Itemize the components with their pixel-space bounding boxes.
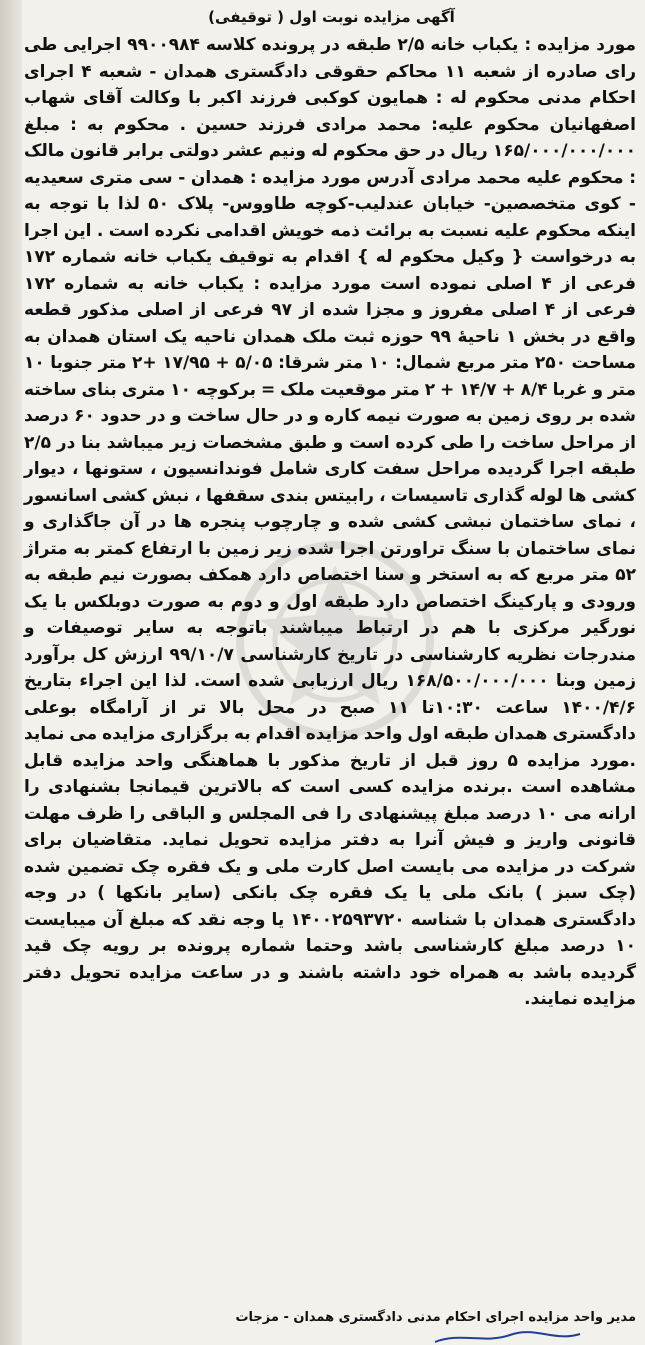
auction-notice (24, 0, 639, 1345)
handwritten-mark (430, 1330, 630, 1345)
scan-shadow (0, 0, 22, 1345)
notice-body: مورد مزایده : یکباب خانه ۲/۵ طبقه در پرونده کلاسه ۹۹۰۰۹۸۴ اجرایی طی رای صادره از شعبه ۱۱ محاکم حقوقی دادگستری همدان - شعبه ۴ اجرای احکام مدنی محکوم له : همایون کوکبی فرزند اکبر با وکالت آقای شهاب اصفهانیان محکوم علیه: محمد مرادی فرزند حسین . محکوم به : مبلغ ۱۶۵/۰۰۰/۰۰۰/۰۰۰ ریال در حق محکوم له ونیم عشر دولتی برابر قانون مالک : محکوم علیه محمد مرادی آدرس مورد مزایده : همدان - سی متری سعیدیه - کوی متخصصین- خیابان عندلیب-کوچه طاووس- پلاک ۵۰ لذا با توجه به اینکه محکوم علیه نسبت به برائت ذمه خویش اقدامی نکرده است . این اجرا به درخواست { وکیل محکوم له } اقدام به توقیف یکباب خانه شماره ۱۷۲ فرعی از ۴ اصلی نموده است مورد مزایده : یکباب خانه به شماره ۱۷۲ فرعی از ۴ اصلی مفروز و مجزا شده از ۹۷ فرعی از اصلی مذکور قطعه واقع در بخش ۱ ناحیهٔ ۹۹ حوزه ثبت ملک همدان ناحیه یک استان همدان به مساحت ۲۵۰ متر مربع شمال: ۱۰ متر شرقا: ۵/۰۵ + ۱۷/۹۵ +۲ متر جنوبا ۱۰ متر و غربا ۸/۴ + ۱۴/۷ + ۲ متر موقعیت ملک = برکوچه ۱۰ متری بنای ساخته شده بر روی زمین به صورت نیمه کاره و در حال ساخت و در حدود ۶۰ درصد از مراحل ساخت را طی کرده است و طبق مشخصات زیر میباشد بنا در ۲/۵ طبقه اجرا گردیده مراحل سفت کاری شامل فوندانسیون ، ستونها ، دیوار کشی ها لوله گذاری تاسیسات ، رابیتس بندی سقفها ، نبش کشی اسانسور ، نمای ساختمان نبشی کشی شده و چارچوب پنجره ها در آن جاگذاری و نمای ساختمان با سنگ تراورتن اجرا شده زیر زمین با ارتفاع کمتر به متراژ ۵۲ متر مربع که به استخر و سنا اختصاص دارد همکف بصورت نیم طبقه به ورودی و پارکینگ اختصاص دارد طبقه اول و دوم به صورت دوبلکس با یک نورگیر مرکزی با هم در ارتباط میباشند باتوجه به سایر توصیفات و مندرجات نظریه کارشناسی در تاریخ کارشناسی ۹۹/۱۰/۷ ارزش کل برآورد زمین وبنا ۱۶۸/۵۰۰/۰۰۰/۰۰۰ ریال ارزیابی شده است. لذا این اجراء بتاریخ ۱۴۰۰/۴/۶ ساعت ۱۰:۳۰تا ۱۱ صبح در محل بالا تر از آرامگاه بوعلی دادگستری همدان طبقه اول واحد مزایده اقدام به برگزاری مزایده می نماید .مورد مزایده ۵ روز قبل از تاریخ مذکور با هماهنگی واحد مزایده قابل مشاهده است .برنده مزایده کسی است که بالاترین قیمانجا بشنهادی را ارانه می ۱۰ درصد مبلغ پیشنهادی را فی المجلس و الباقی را ظرف مهلت قانونی واریز و فیش آنرا به دفتر مزایده تحویل نماید. متقاضیان برای شرکت در مزایده می بایست اصل کارت ملی و یک فقره چک تضمین شده (چک سبز ) بانک ملی یا یک فقره چک بانکی (سایر بانکها ) در وجه دادگستری همدان با شناسه ۱۴۰۰۲۵۹۳۷۲۰ یا وجه نقد که مبلغ آن میبایست ۱۰ درصد مبلغ کارشناسی باشد وحتما شماره پرونده بر رویه چک قید گردیده باشد به همراه خود داشته باشند و در ساعت مزایده تحویل دفتر مزایده نمایند. (24, 35, 637, 1009)
notice-title: آگهی مزایده نوبت اول ( توقیفی) (208, 8, 455, 26)
notice-signature: مدیر واحد مزایده اجرای احکام مدنی دادگستری همدان - مزجات (235, 1310, 636, 1325)
